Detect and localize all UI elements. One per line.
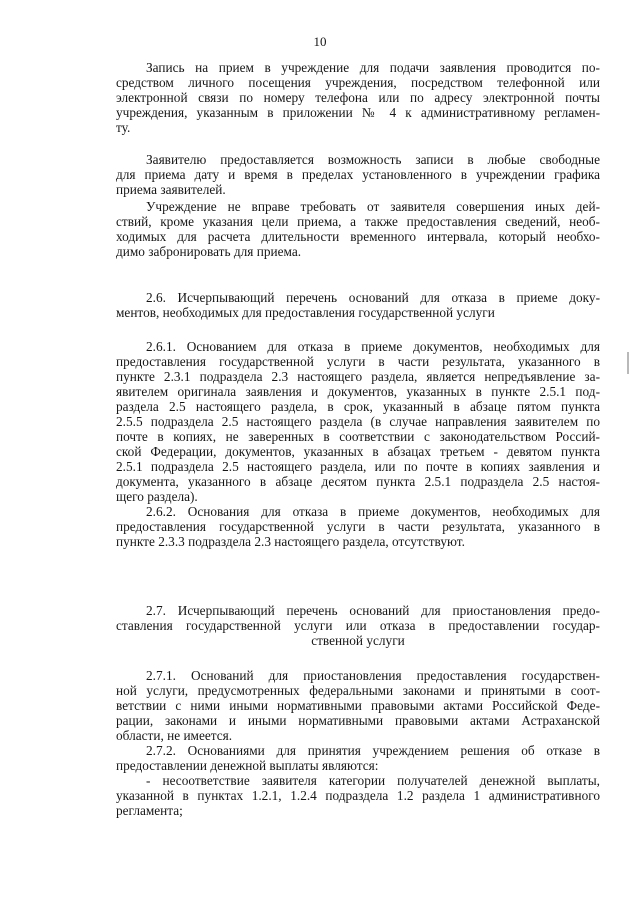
text-line: 2.5.5 подраздела 2.5 настоящего раздела (в случае направления заявителем по (116, 414, 600, 429)
paragraph-block (116, 603, 600, 648)
text-line: 2.6.1. Основанием для отказа в приеме документов, необходимых для (146, 339, 600, 354)
paragraph-block (116, 152, 600, 197)
text-line: предоставления государственной услуги в части результата, указанного в (116, 354, 600, 369)
paragraph-block (116, 60, 600, 135)
text-line: указанной в пунктах 1.2.1, 1.2.4 подраздела 1.2 раздела 1 административного (116, 788, 600, 803)
text-line: документа, указанного в абзаце десятом пункта 2.5.1 подраздела 2.5 настоя- (116, 474, 600, 489)
paragraph-block (116, 668, 600, 818)
text-line: электронной связи по номеру телефона или по адресу электронной почты (116, 90, 600, 105)
text-line: ту. (116, 120, 131, 135)
text-line: ментов, необходимых для предоставления государственной услуги (116, 305, 495, 320)
paragraph-block (116, 290, 600, 320)
text-line: димо забронировать для приема. (116, 244, 302, 259)
text-line: приема заявителей. (116, 182, 226, 197)
text-line: ствий, кроме указания цели приема, а также предоставления сведений, необ- (116, 214, 600, 229)
text-line: пункте 2.3.1 подраздела 2.3 настоящего раздела, является непредъявление за- (116, 369, 600, 384)
text-line: ной услуги, предусмотренных федеральными законами и принятыми в соот- (116, 683, 600, 698)
text-line: для приема дату и время в пределах установленного в учреждении графика (116, 167, 600, 182)
text-line: раздела 2.5 настоящего раздела, в срок, указанный в абзаце пятом пункта (116, 399, 600, 414)
text-line: предоставлении денежной выплаты являются: (116, 758, 379, 773)
paragraph-block (116, 199, 600, 259)
text-line: Заявителю предоставляется возможность записи в любые свободные (146, 152, 600, 167)
text-line: ставления государственной услуги или отказа в предоставлении государ- (116, 618, 600, 633)
text-line: ветствии с ними иными нормативными правовыми актами Российской Феде- (116, 698, 600, 713)
text-line: ственной услуги (311, 633, 405, 648)
text-line: средством личного посещения учреждения, посредством телефонной или (116, 75, 600, 90)
text-line: 2.7.2. Основаниями для принятия учреждением решения об отказе в (146, 743, 600, 758)
text-line: щего раздела). (116, 489, 198, 504)
text-line: учреждения, указанным в приложении № 4 к административному регламен- (116, 105, 600, 120)
text-line: 2.6. Исчерпывающий перечень оснований для отказа в приеме доку- (146, 290, 600, 305)
text-line: 2.5.1 подраздела 2.5 настоящего раздела, или по почте в копиях заявления и (116, 459, 600, 474)
text-line: 2.7. Исчерпывающий перечень оснований для приостановления предо- (146, 603, 600, 618)
text-line: явителем оригинала заявления и документов, указанных в пункте 2.5.1 под- (116, 384, 600, 399)
text-line: 2.6.2. Основания для отказа в приеме документов, необходимых для (146, 504, 600, 519)
text-line: ской Федерации, документов, указанных в абзацах третьем - девятом пункта (116, 444, 600, 459)
text-line: Запись на прием в учреждение для подачи заявления проводится по- (146, 60, 600, 75)
text-line: почте в копиях, не заверенных в соответствии с законодательством Россий- (116, 429, 600, 444)
scan-artifact (627, 352, 629, 374)
page-number: 10 (313, 34, 327, 49)
paragraph-block (116, 339, 600, 549)
text-line: области, не имеется. (116, 728, 233, 743)
text-line: рации, законами и иными нормативными правовыми актами Астраханской (116, 713, 600, 728)
text-line: ходимых для расчета длительности временного интервала, который необхо- (116, 229, 600, 244)
text-line: регламента; (116, 803, 183, 818)
text-line: 2.7.1. Оснований для приостановления предоставления государствен- (146, 668, 600, 683)
text-line: - несоответствие заявителя категории получателей денежной выплаты, (146, 773, 600, 788)
text-line: предоставления государственной услуги в части результата, указанного в (116, 519, 600, 534)
text-line: пункте 2.3.3 подраздела 2.3 настоящего раздела, отсутствуют. (116, 534, 465, 549)
text-line: Учреждение не вправе требовать от заявителя совершения иных дей- (146, 199, 600, 214)
